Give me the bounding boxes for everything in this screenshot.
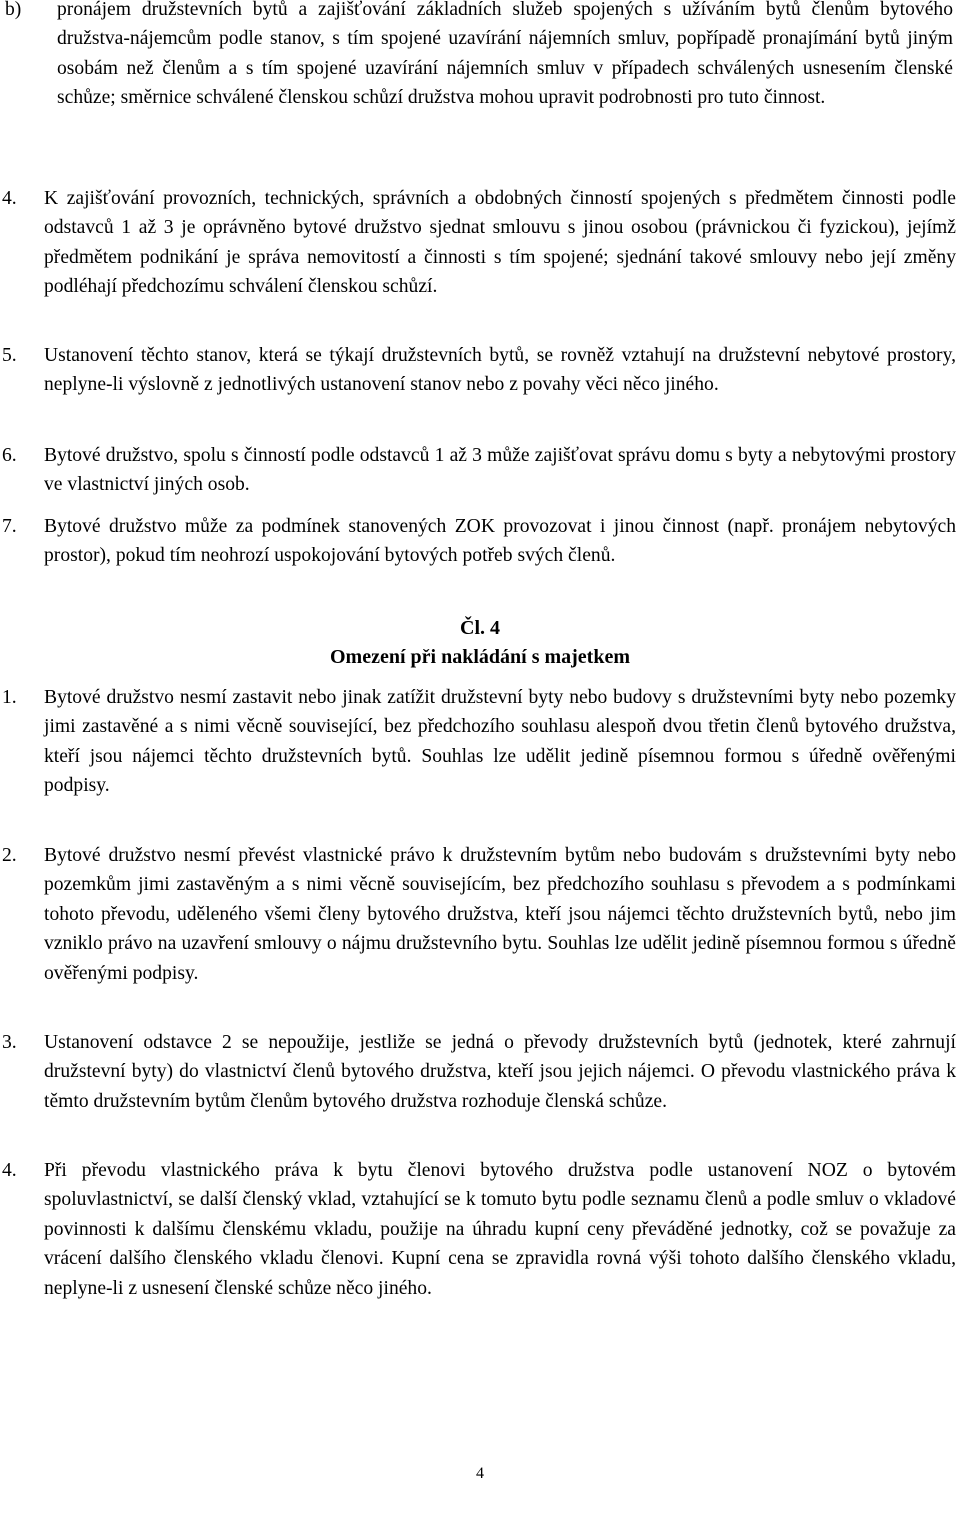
page-number: 4 bbox=[476, 1465, 484, 1482]
paragraph-number: 5. bbox=[2, 345, 17, 366]
paragraph-text: Ustanovení odstavce 2 se nepoužije, jestliže se jedná o převody družstevních bytů (jednotek, které zahrnují družstevní byty) do vlastnictví členů bytového družstva, kteří jsou jejich nájemci. O převodu vlastnického práva k těmto družstevním bytům členům bytového družstva rozhoduje členská schůze. bbox=[44, 1032, 956, 1112]
paragraph-number: 1. bbox=[2, 687, 17, 708]
list-item-b bbox=[0, 0, 960, 113]
paragraph-text: Bytové družstvo může za podmínek stanovených ZOK provozovat i jinou činnost (např. pronájem nebytových prostor), pokud tím neohrozí uspokojování bytových potřeb svých členů. bbox=[44, 516, 956, 567]
paragraph-text: Bytové družstvo nesmí zastavit nebo jinak zatížit družstevní byty nebo budovy s družstevními byty nebo pozemky jimi zastavěné a s nimi věcně související, bez předchozího souhlasu alespoň dvou třetin členů bytového družstva, kteří jsou nájemci těchto družstevních bytů. Souhlas lze udělit jedině písemnou formou s úředně ověřenými podpisy. bbox=[44, 687, 956, 797]
article-paragraph-3 bbox=[0, 1028, 960, 1116]
paragraph-4 bbox=[0, 184, 960, 302]
paragraph-number: 7. bbox=[2, 516, 17, 537]
article-paragraph-1 bbox=[0, 683, 960, 801]
paragraph-number: 4. bbox=[2, 188, 17, 209]
paragraph-text: Ustanovení těchto stanov, která se týkají družstevních bytů, se rovněž vztahují na družstevní nebytové prostory, neplyne-li výslovně z jednotlivých ustanovení stanov nebo z povahy věci něco jiného. bbox=[44, 345, 956, 396]
paragraph-number: 4. bbox=[2, 1160, 17, 1181]
paragraph-text: Bytové družstvo, spolu s činností podle odstavců 1 až 3 může zajišťovat správu domu s byty a nebytovými prostory ve vlastnictví jiných osob. bbox=[44, 445, 956, 496]
paragraph-text: K zajišťování provozních, technických, správních a obdobných činností spojených s předmětem činnosti podle odstavců 1 až 3 je oprávněno bytové družstvo sjednat smlouvu s jinou osobou (právnickou či fyzickou), jejímž předmětem podnikání je správa nemovitostí a činnosti s tím spojené; sjednání takové smlouvy nebo její změny podléhají předchozímu schválení členskou schůzí. bbox=[44, 188, 956, 298]
paragraph-number: 2. bbox=[2, 845, 17, 866]
paragraph-5 bbox=[0, 341, 960, 400]
paragraph-6 bbox=[0, 441, 960, 500]
article-paragraph-2 bbox=[0, 841, 960, 988]
paragraph-7 bbox=[0, 512, 960, 571]
list-item-number: b) bbox=[5, 0, 22, 20]
paragraph-text: Při převodu vlastnického práva k bytu členovi bytového družstva podle ustanovení NOZ o bytovém spoluvlastnictví, se další členský vklad, vztahující se k tomuto bytu podle seznamu členů a podle smluv o vkladové povinnosti k dalšímu členskému vkladu, použije na úhradu kupní ceny převáděné jednotky, což se považuje za vrácení dalšího členského vkladu členovi. Kupní cena se zpravidla rovná výši tohoto dalšího členského vkladu, neplyne-li z usnesení členské schůze něco jiného. bbox=[44, 1160, 956, 1299]
article-paragraph-4 bbox=[0, 1156, 960, 1303]
paragraph-text: Bytové družstvo nesmí převést vlastnické právo k družstevním bytům nebo budovám s družstevními byty nebo pozemkům jimi zastavěným a s nimi věcně souvisejícím, bez předchozího souhlasu s převodem a s podmínkami tohoto převodu, uděleného všemi členy bytového družstva, kteří jsou nájemci těchto družstevních bytů, nebo jim vzniklo právo na uzavření smlouvy o nájmu družstevního bytu. Souhlas lze udělit jedině písemnou formou s úředně ověřenými podpisy. bbox=[44, 845, 956, 984]
list-item-text: pronájem družstevních bytů a zajišťování základních služeb spojených s užíváním bytů členům bytového družstva-nájemcům podle stanov, s tím spojené uzavírání nájemních smluv, popřípadě pronajímání bytů jiným osobám než členům a s tím spojené uzavírání nájemních smluv v případech schválených usnesením členské schůze; směrnice schválené členskou schůzí družstva mohou upravit podrobnosti pro tuto činnost. bbox=[57, 0, 953, 109]
paragraph-number: 6. bbox=[2, 445, 17, 466]
paragraph-number: 3. bbox=[2, 1032, 17, 1053]
article-title: Omezení při nakládání s majetkem bbox=[330, 646, 630, 668]
article-number: Čl. 4 bbox=[460, 617, 500, 639]
